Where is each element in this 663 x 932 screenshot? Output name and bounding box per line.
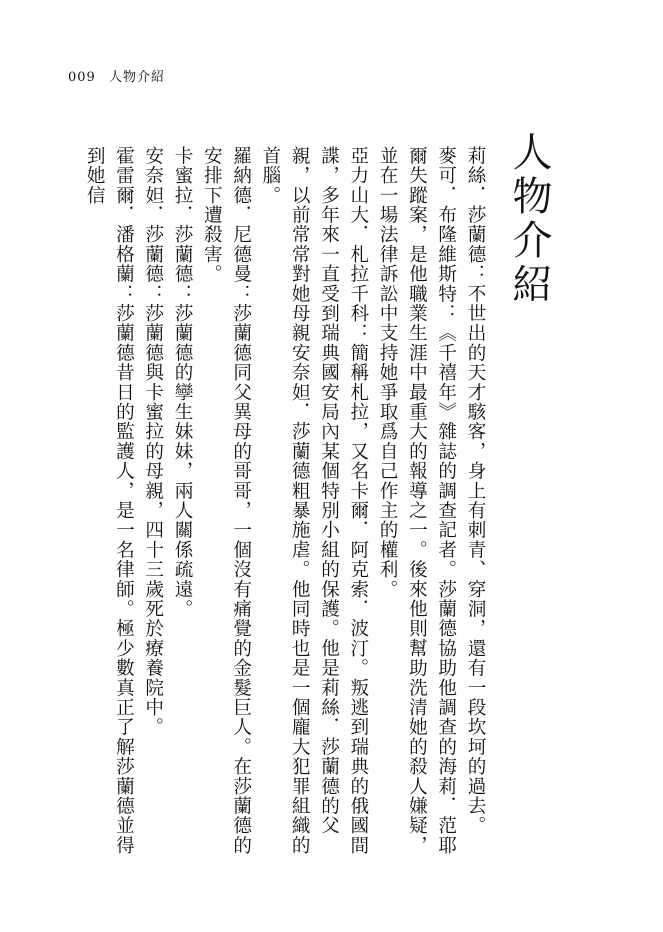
character-name: 卡蜜拉．莎蘭德：: [172, 146, 194, 304]
character-name: 莉絲．莎蘭德：: [465, 146, 486, 284]
character-description: 不世出的天才駭客，身上有刺青、穿洞，還有一段坎坷的過去。: [465, 283, 486, 836]
page-number: 009: [68, 70, 96, 85]
character-list: [80, 146, 490, 856]
character-entry: [168, 146, 197, 856]
character-name: 安奈妲．莎蘭德：: [142, 146, 164, 304]
character-name: 麥可．布隆維斯特：: [435, 146, 457, 324]
character-entry: [461, 146, 490, 856]
character-description: 簡稱札拉，又名卡爾．阿克索．波汀。叛逃到瑞典的俄國間諜，多年來一直受到瑞典國安局內某個特別小組的保護。他是莉絲．莎蘭德的父親，以前常常對她母親安奈妲．莎蘭德粗暴施虐。他同時也是一個龐大犯罪組織的首腦。: [259, 146, 369, 856]
character-name: 亞力山大．札拉千科：: [347, 146, 369, 343]
character-entry: [197, 146, 256, 856]
running-head-title: 人物介紹: [108, 70, 165, 85]
character-entry: [80, 146, 139, 856]
character-name: 霍雷爾．潘格蘭：: [113, 146, 135, 304]
character-description: 莎蘭德昔日的監護人，是一名律師。極少數真正了解莎蘭德並得到她信: [84, 146, 135, 856]
character-name: 羅納德．尼德曼：: [230, 146, 252, 304]
character-entry: [373, 146, 461, 856]
chapter-title: 人物介紹: [506, 131, 552, 307]
character-description: 莎蘭德同父異母的哥哥，一個沒有痛覺的金髮巨人。在莎蘭德的安排下遭殺害。: [201, 146, 252, 856]
running-head: [68, 66, 165, 85]
character-description: 莎蘭德的孿生妹妹，兩人關係疏遠。: [172, 303, 194, 619]
character-description: 莎蘭德與卡蜜拉的母親，四十三歲死於療養院中。: [142, 303, 164, 738]
character-entry: [138, 146, 167, 856]
character-entry: [256, 146, 373, 856]
character-description: 《千禧年》雜誌的調查記者。莎蘭德協助他調查的海莉．范耶爾失蹤案，是他職業生涯中最重大的報導之一。後來他則幫助洗清她的殺人嫌疑，並在一場法律訴訟中支持她爭取爲自己作主的權利。: [377, 146, 457, 856]
